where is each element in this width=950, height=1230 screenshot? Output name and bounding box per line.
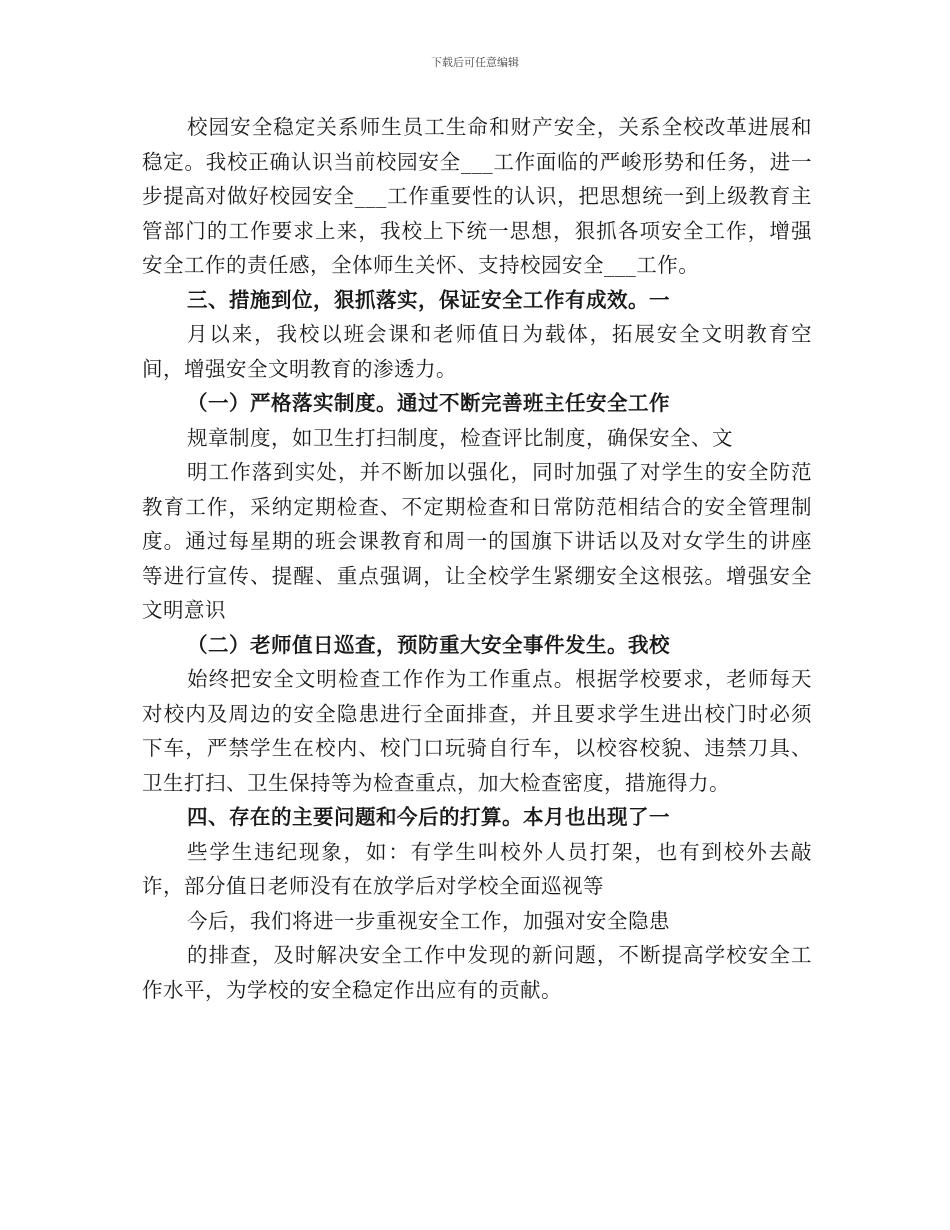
paragraph-conclusion: 的排查，及时解决安全工作中发现的新问题，不断提高学校安全工作水平，为学校的安全稳定作出应有的贡献。	[142, 943, 812, 1002]
heading-section-four: 四、存在的主要问题和今后的打算。本月也出现了一	[187, 805, 670, 829]
paragraph-future-plan: 今后，我们将进一步重视安全工作，加强对安全隐患	[187, 908, 670, 933]
paragraph-class-meeting-education: 月以来，我校以班会课和老师值日为载体，拓展安全文明教育空间，增强安全文明教育的渗透力。	[142, 322, 812, 381]
heading-section-three: 三、措施到位，狠抓落实，保证安全工作有成效。一	[187, 287, 670, 312]
paragraph-safety-prevention-education: 明工作落到实处，并不断加以强化，同时加强了对学生的安全防范教育工作，采纳定期检查、不定期检查和日常防范相结合的安全管理制度。通过每星期的班会课教育和周一的国旗下讲话以及对女学生的讲座等进行宣传、提醒、重点强调，让全校学生紧绷安全这根弦。增强安全文明意识	[142, 460, 812, 622]
paragraph-rules-regulations: 规章制度，如卫生打扫制度，检查评比制度，确保安全、文	[187, 425, 733, 450]
paragraph-campus-safety-intro: 校园安全稳定关系师生员工生命和财产安全，关系全校改革进展和稳定。我校正确认识当前校园安全___工作面临的严峻形势和任务，进一步提高对做好校园安全___工作重要性的认识，把思想统一到上级教育主管部门的工作要求上来，我校上下统一思想，狠抓各项安全工作，增强安全工作的责任感，全体师生关怀、支持校园安全___工作。	[142, 115, 812, 277]
page-header: 下载后可任意编辑	[431, 56, 519, 69]
document-body	[142, 110, 812, 1007]
heading-subsection-one: （一）严格落实制度。通过不断完善班主任安全工作	[187, 391, 670, 415]
paragraph-discipline-issues: 些学生违纪现象，如：有学生叫校外人员打架，也有到校外去敲诈，部分值日老师没有在放学后对学校全面巡视等	[142, 839, 812, 898]
heading-subsection-two: （二）老师值日巡查，预防重大安全事件发生。我校	[187, 632, 670, 657]
paragraph-teacher-duty-inspection: 始终把安全文明检查工作作为工作重点。根据学校要求，老师每天对校内及周边的安全隐患进行全面排查，并且要求学生进出校门时必须下车，严禁学生在校内、校门口玩骑自行车，以校容校貌、违禁刀具、卫生打扫、卫生保持等为检查重点，加大检查密度，措施得力。	[142, 667, 812, 795]
